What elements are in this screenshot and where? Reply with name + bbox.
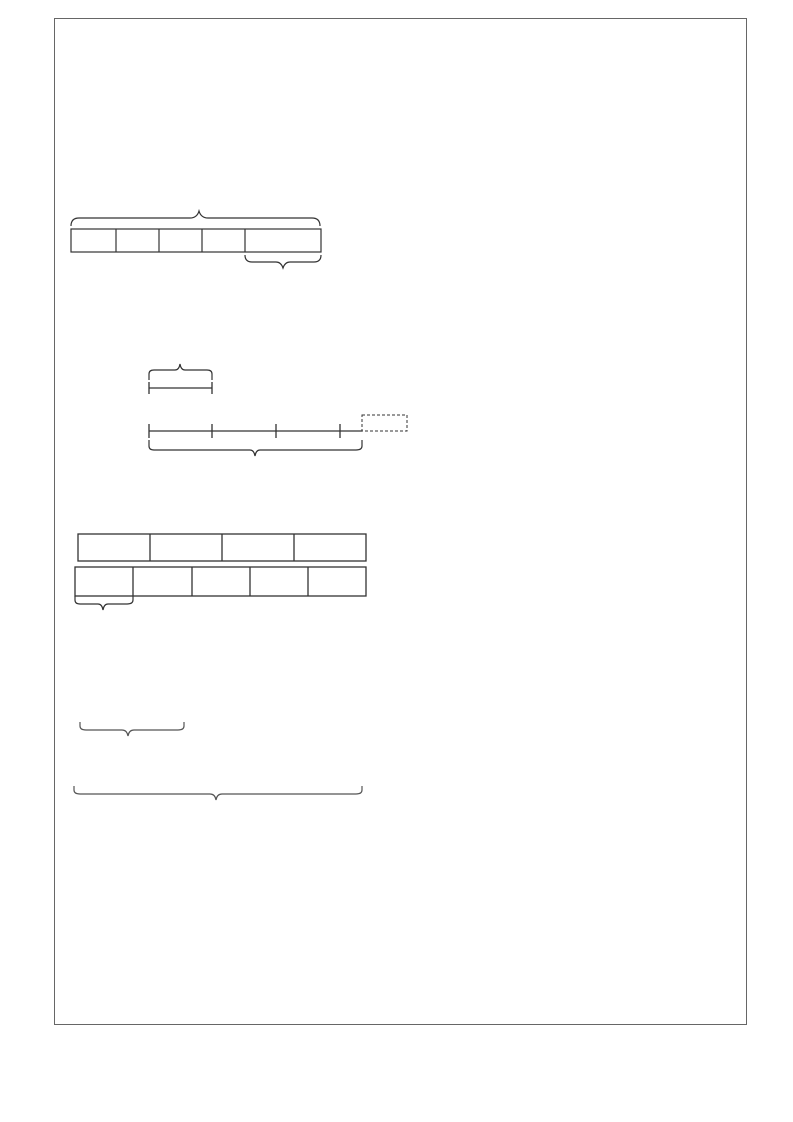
q6-diagram bbox=[66, 192, 328, 284]
q9-combined-line bbox=[70, 875, 80, 895]
q6-unknown-brace bbox=[245, 255, 321, 268]
fraction-circles bbox=[60, 40, 330, 110]
q6-bar bbox=[71, 229, 321, 252]
q7-diagram bbox=[70, 338, 430, 478]
q9-step-line bbox=[70, 835, 76, 855]
q9-diagram bbox=[70, 690, 370, 822]
q6-total-brace bbox=[71, 211, 320, 226]
q8-diagram bbox=[70, 530, 372, 642]
q8-bottom-bar bbox=[75, 567, 366, 596]
q8-unknown-brace bbox=[75, 596, 133, 610]
q7-less-box bbox=[362, 415, 407, 431]
q7-top-brace bbox=[149, 364, 212, 380]
page-frame bbox=[54, 18, 747, 1025]
q7-bottom-brace bbox=[149, 440, 362, 456]
q9-top-brace bbox=[80, 722, 184, 736]
q9-bottom-brace bbox=[74, 786, 362, 800]
